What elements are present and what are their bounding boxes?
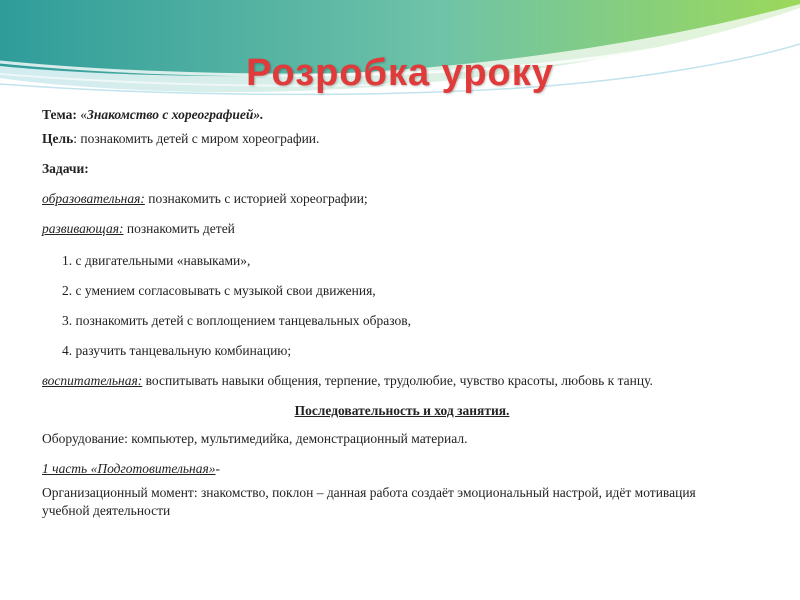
upbringing-value: воспитывать навыки общения, терпение, трудолюбие, чувство красоты, любовь к танцу. [142, 373, 653, 388]
goal-line [42, 130, 319, 148]
developing-item-3: 3. познакомить детей с воплощением танцевальных образов, [62, 313, 412, 328]
developing-label: развивающая: [42, 221, 124, 236]
upbringing-label: воспитательная: [42, 373, 143, 388]
part1-label: 1 часть «Подготовительная» [42, 461, 216, 476]
goal-value: : познакомить детей с миром хореографии. [73, 131, 320, 146]
topic-open-quote: « [76, 107, 87, 122]
page-title: Розробка уроку [246, 52, 554, 94]
sequence-heading: Последовательность и ход занятия. [294, 403, 510, 418]
tasks-label: Задачи: [42, 161, 89, 176]
topic-value: Знакомство с хореографией». [86, 107, 264, 122]
topic-line [42, 106, 264, 124]
educational-value: познакомить с историей хореографии; [144, 191, 368, 206]
upbringing-task [42, 372, 653, 390]
developing-value: познакомить детей [123, 221, 235, 236]
educational-label: образовательная: [42, 191, 145, 206]
educational-task [42, 190, 368, 208]
developing-task [42, 220, 235, 238]
goal-label: Цель [42, 131, 74, 146]
developing-item-4: 4. разучить танцевальную комбинацию; [62, 343, 292, 358]
developing-item-1: 1. с двигательными «навыками», [62, 253, 251, 268]
equipment-line: Оборудование: компьютер, мультимедийка, демонстрационный материал. [42, 431, 468, 446]
part1-line [42, 460, 220, 478]
developing-item-2: 2. с умением согласовывать с музыкой свои движения, [62, 283, 376, 298]
org-moment-paragraph: Организационный момент: знакомство, поклон – данная работа создаёт эмоциональный настрой, идёт мотивация учебной деятельности [42, 485, 696, 518]
topic-label: Тема: [42, 107, 77, 122]
part1-suffix: - [215, 461, 221, 476]
